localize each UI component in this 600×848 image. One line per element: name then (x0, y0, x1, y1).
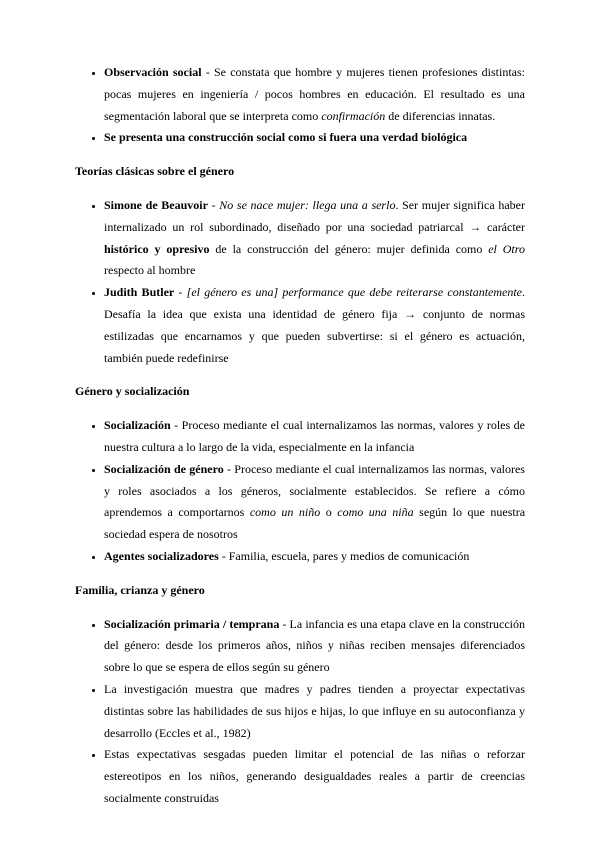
text-run-normal: . Ser mujer significa haber internalizado un rol subordinado, diseñado por una sociedad patriarcal → carácter (104, 197, 526, 234)
bullet-list (75, 62, 525, 149)
bullet-item (104, 546, 525, 568)
text-run-italic: como un niño (249, 505, 321, 520)
text-run-normal: Estas expectativas sesgadas pueden limitar el potencial de las niñas o reforzar estereotipos en los niños, generando desigualdades reales a partir de creencias socialmente construidas (104, 747, 525, 805)
text-run-italic: [el género es una] performance que debe reiterarse constantemente (186, 285, 523, 300)
text-run-normal: según lo que nuestra sociedad espera de nosotros (104, 505, 526, 542)
bullet-list (75, 195, 525, 369)
text-run-normal: - Proceso mediante el cual internalizamos las normas, valores y roles asociados a los géneros, socialmente establecidos. Se refiere a cómo aprendemos a comportarnos (104, 461, 525, 520)
text-run-normal: La investigación muestra que madres y padres tienden a proyectar expectativas distintas sobre las habilidades de sus hijos e hijas, lo que influye en su autoconfianza y desarrollo (Eccles et al., 1982) (104, 681, 525, 740)
section-heading: Familia, crianza y género (75, 582, 205, 597)
bullet-item (104, 679, 525, 744)
text-run-bold: Simone de Beauvoir (104, 197, 208, 212)
text-run-normal: - Se constata que hombre y mujeres tienen profesiones distintas: pocas mujeres en ingeniería / pocos hombres en educación. El resultado es una segmentación laboral que se interpreta como (104, 65, 525, 123)
text-run-italic: No se nace mujer: llega una a serlo (219, 197, 396, 212)
bullet-item (104, 459, 525, 546)
bullet-item (104, 62, 525, 127)
text-run-bold: Socialización primaria / temprana (104, 616, 280, 631)
bullet-list (75, 614, 525, 810)
text-run-normal: respecto al hombre (104, 263, 196, 278)
text-run-bold: Judith Butler (104, 285, 175, 300)
text-run-normal: - Familia, escuela, pares y medios de comunicación (218, 548, 470, 563)
text-run-bold: Se presenta una construcción social como si fuera una verdad biológica (104, 130, 468, 145)
text-run-normal: o (320, 505, 338, 520)
section-heading: Género y socialización (75, 384, 190, 399)
text-run-bold: Socialización de género (104, 461, 224, 476)
section-heading: Teorías clásicas sobre el género (75, 164, 235, 179)
bullet-item (104, 127, 525, 149)
text-run-bold: Agentes socializadores (104, 548, 219, 563)
bullet-item (104, 195, 525, 282)
text-run-italic: confirmación (321, 108, 386, 123)
text-run-normal: de la construcción del género: mujer definida como (209, 241, 489, 256)
text-run-normal: - La infancia es una etapa clave en la construcción del género: desde los primeros años, niños y niñas reciben mensajes diferenciados sobre lo que se espera de ellos según su género (104, 616, 525, 675)
bullet-item (104, 415, 525, 459)
text-run-italic: como una niña (337, 505, 414, 520)
bullet-item (104, 282, 525, 369)
text-run-normal: - (174, 285, 187, 300)
text-run-bold: Socialización (104, 418, 171, 433)
text-run-normal: - Proceso mediante el cual internalizamos las normas, valores y roles de nuestra cultura a lo largo de la vida, especialmente en la infancia (104, 418, 525, 454)
bullet-item (104, 614, 525, 679)
text-run-normal: de diferencias innatas. (385, 108, 496, 123)
document-content (75, 62, 525, 810)
bullet-list (75, 415, 525, 568)
text-run-normal: - (207, 197, 220, 212)
text-run-normal: . Desafía la idea que exista una identidad de género fija → conjunto de normas estilizadas que encarnamos y que pueden subvertirse: si el género es actuación, también puede redefinirse (104, 285, 526, 365)
text-run-bold: histórico y opresivo (104, 241, 210, 256)
text-run-bold: Observación social (104, 65, 202, 79)
bullet-item (104, 744, 525, 809)
text-run-italic: el Otro (488, 241, 525, 256)
